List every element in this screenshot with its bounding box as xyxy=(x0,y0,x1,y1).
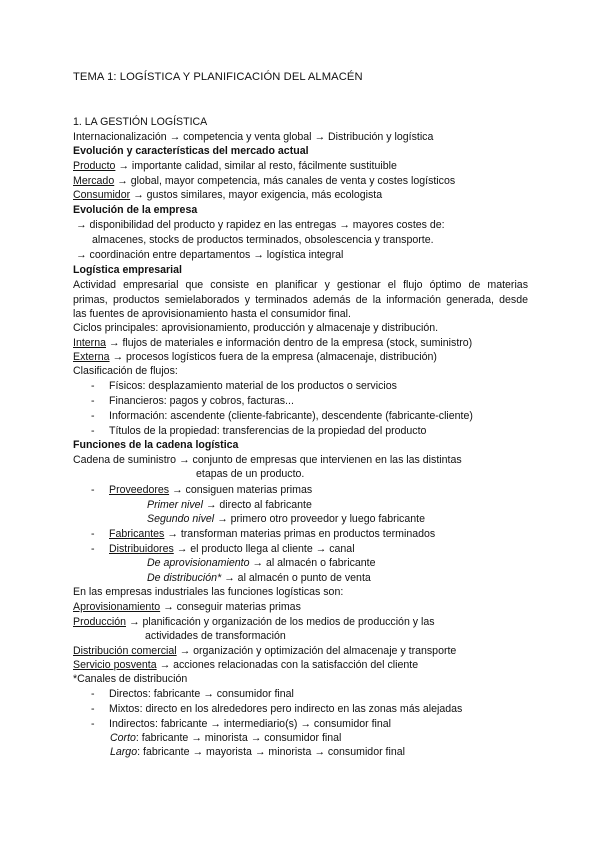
section-heading: 1. LA GESTIÓN LOGÍSTICA xyxy=(73,116,208,128)
text-corto: : fabricante → minorista → consumidor final xyxy=(135,732,342,744)
flujo-text: Información: ascendente (cliente-fabricante), descendente (fabricante-cliente) xyxy=(109,410,473,422)
line-consumidor xyxy=(73,188,382,202)
list-item-flujo xyxy=(91,424,427,438)
term-distribuidores: Distribuidores xyxy=(109,543,174,555)
list-item-flujo xyxy=(91,394,294,408)
line-de-aprovisionamiento xyxy=(147,556,375,570)
bullet-dash: - xyxy=(91,484,95,496)
text-largo: : fabricante → mayorista → minorista → consumidor final xyxy=(137,746,405,758)
subheading-mercado: Evolución y características del mercado actual xyxy=(73,145,309,157)
list-item-fabricantes xyxy=(91,527,436,541)
line-distribucion-comercial xyxy=(73,644,456,658)
line-mercado xyxy=(73,174,455,188)
text-segundo-nivel: → primero otro proveedor y luego fabricante xyxy=(214,513,425,525)
line-produccion-cont: actividades de transformación xyxy=(145,630,286,642)
line-aprovisionamiento xyxy=(73,600,301,614)
line-de-distribucion xyxy=(147,571,371,585)
term-fabricantes: Fabricantes xyxy=(109,528,165,540)
text-consumidor: → gustos similares, mayor exigencia, más ecologista xyxy=(130,189,383,201)
term-servicio-posventa: Servicio posventa xyxy=(73,659,157,671)
text-produccion: → planificación y organización de los medios de producción y las xyxy=(126,616,435,628)
canales-line: *Canales de distribución xyxy=(73,673,188,685)
text-primer-nivel: → directo al fabricante xyxy=(202,499,312,511)
logistica-para-3: las fuentes de aprovisionamiento hasta el consumidor final. xyxy=(73,308,351,320)
bullet-dash: - xyxy=(91,425,95,437)
bullet-dash: - xyxy=(91,688,95,700)
flujo-text: Físicos: desplazamiento material de los productos o servicios xyxy=(109,380,397,392)
term-de-distribucion: De distribución* xyxy=(147,572,222,584)
text-directos: : fabricante → consumidor final xyxy=(147,688,294,700)
ciclos-line: Ciclos principales: aprovisionamiento, producción y almacenaje y distribución. xyxy=(73,322,439,334)
empresa-line-2: → coordinación entre departamentos → logística integral xyxy=(76,249,344,261)
line-corto xyxy=(110,731,341,745)
term-producto: Producto xyxy=(73,160,116,172)
term-aprovisionamiento: Aprovisionamiento xyxy=(73,601,161,613)
text-distribuidores: → el producto llega al cliente → canal xyxy=(173,543,355,555)
term-primer-nivel: Primer nivel xyxy=(147,499,203,511)
list-item-proveedores xyxy=(91,483,313,497)
text-externa: → procesos logísticos fuera de la empresa (almacenaje, distribución) xyxy=(109,351,437,363)
term-mercado: Mercado xyxy=(73,175,115,187)
clasificacion-line: Clasificación de flujos: xyxy=(73,365,178,377)
empresa-line-1: → disponibilidad del producto y rapidez en las entregas → mayores costes de: xyxy=(76,219,445,231)
text-fabricantes: → transforman materias primas en productos terminados xyxy=(164,528,436,540)
empresa-line-1b: almacenes, stocks de productos terminados, obsolescencia y transporte. xyxy=(92,234,434,246)
cadena-line-1: Cadena de suministro → conjunto de empresas que intervienen en las las distintas xyxy=(73,454,462,466)
line-externa xyxy=(73,350,437,364)
term-externa: Externa xyxy=(73,351,110,363)
text-aprovisionamiento: → conseguir materias primas xyxy=(160,601,301,613)
empresas-industriales-line: En las empresas industriales las funciones logísticas son: xyxy=(73,586,344,598)
list-item-flujo xyxy=(91,409,473,423)
line-servicio-posventa xyxy=(73,658,418,672)
text-proveedores: → consiguen materias primas xyxy=(169,484,313,496)
text-de-aprovisionamiento: → al almacén o fabricante xyxy=(249,557,376,569)
flujo-text: Financieros: pagos y cobros, facturas... xyxy=(109,395,294,407)
list-item-indirectos xyxy=(91,717,392,731)
line-producto xyxy=(73,159,397,173)
text-de-distribucion: → al almacén o punto de venta xyxy=(221,572,371,584)
term-distribucion-comercial: Distribución comercial xyxy=(73,645,177,657)
text-indirectos: : fabricante → intermediario(s) → consumidor final xyxy=(154,718,392,730)
cadena-line-2: etapas de un producto. xyxy=(196,468,305,480)
subheading-logistica: Logística empresarial xyxy=(73,264,182,276)
term-largo: Largo xyxy=(110,746,138,758)
line-largo xyxy=(110,745,405,759)
line-produccion xyxy=(73,615,435,629)
term-directos: Directos xyxy=(109,688,148,700)
bullet-dash: - xyxy=(91,528,95,540)
text-distribucion-comercial: → organización y optimización del almacenaje y transporte xyxy=(176,645,457,657)
text-producto: → importante calidad, similar al resto, fácilmente sustituible xyxy=(115,160,397,172)
list-item-directos xyxy=(91,687,294,701)
text-mercado: → global, mayor competencia, más canales de venta y costes logísticos xyxy=(114,175,456,187)
text-mixtos: Mixtos: directo en los alrededores pero indirecto en las zonas más alejadas xyxy=(109,703,463,715)
line-segundo-nivel xyxy=(147,512,425,526)
bullet-dash: - xyxy=(91,410,95,422)
bullet-dash: - xyxy=(91,380,95,392)
doc-title: TEMA 1: LOGÍSTICA Y PLANIFICACIÓN DEL ALMACÉN xyxy=(73,71,363,83)
list-item-distribuidores xyxy=(91,542,355,556)
bullet-dash: - xyxy=(91,543,95,555)
term-consumidor: Consumidor xyxy=(73,189,131,201)
term-de-aprovisionamiento: De aprovisionamiento xyxy=(147,557,250,569)
logistica-para-2: primas, productos semielaborados y terminados además de la información generada, desde xyxy=(73,294,528,306)
line-interna xyxy=(73,336,472,350)
flujo-text: Títulos de la propiedad: transferencias de la propiedad del producto xyxy=(109,425,427,437)
term-proveedores: Proveedores xyxy=(109,484,170,496)
term-produccion: Producción xyxy=(73,616,126,628)
term-corto: Corto xyxy=(110,732,136,744)
list-item-flujo xyxy=(91,379,397,393)
logistica-para-1: Actividad empresarial que consiste en planificar y gestionar el flujo óptimo de materias xyxy=(73,279,528,291)
text-interna: → flujos de materiales e información dentro de la empresa (stock, suministro) xyxy=(105,337,473,349)
list-item-mixtos xyxy=(91,702,463,716)
line-primer-nivel xyxy=(147,498,312,512)
subheading-funciones: Funciones de la cadena logística xyxy=(73,439,239,451)
text-servicio-posventa: → acciones relacionadas con la satisfacción del cliente xyxy=(156,659,419,671)
term-interna: Interna xyxy=(73,337,106,349)
intro-line: Internacionalización → competencia y venta global → Distribución y logística xyxy=(73,131,434,143)
bullet-dash: - xyxy=(91,703,95,715)
bullet-dash: - xyxy=(91,718,95,730)
term-indirectos: Indirectos xyxy=(109,718,155,730)
bullet-dash: - xyxy=(91,395,95,407)
term-segundo-nivel: Segundo nivel xyxy=(147,513,215,525)
subheading-empresa: Evolución de la empresa xyxy=(73,204,198,216)
